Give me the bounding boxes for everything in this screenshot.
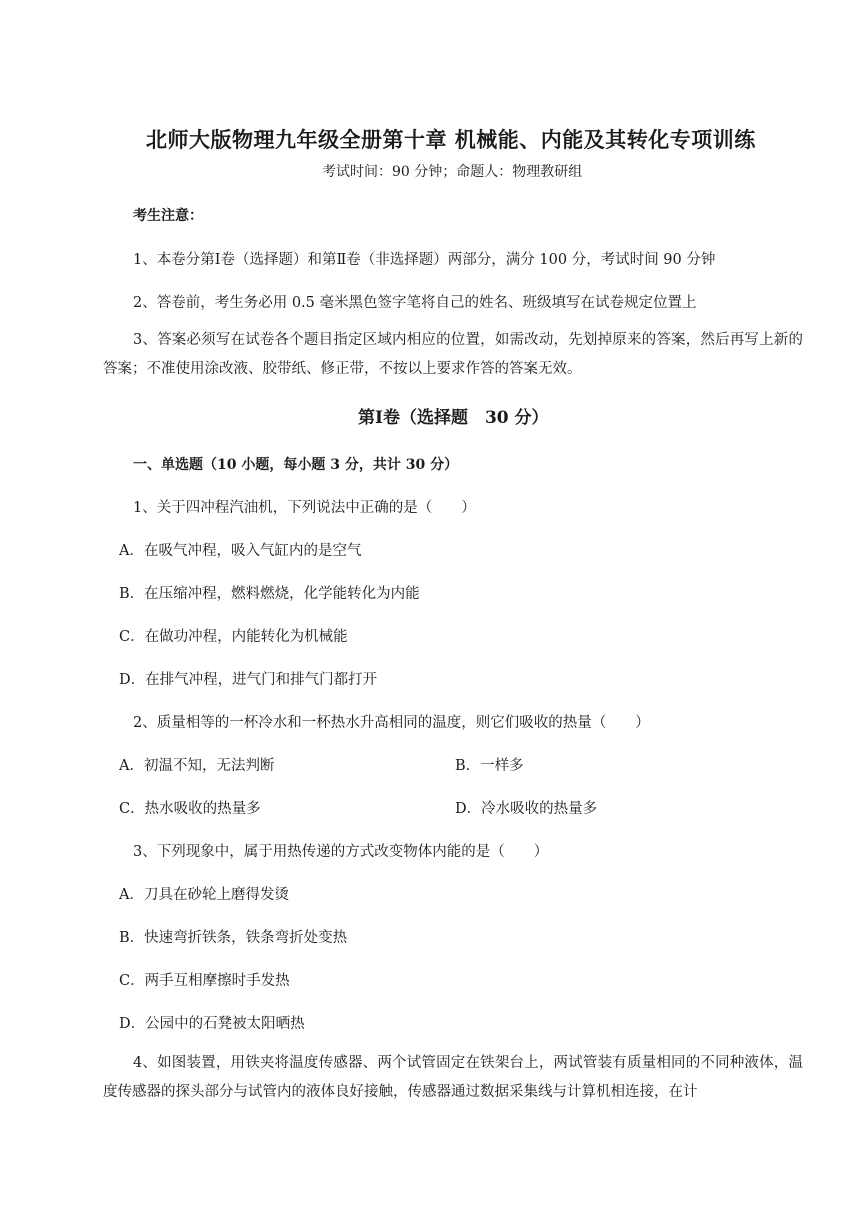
section-title: 第Ⅰ卷（选择题 30 分）: [358, 408, 549, 428]
question-2-option-c: C．热水吸收的热量多: [119, 801, 261, 817]
question-3-option-b: B．快速弯折铁条，铁条弯折处变热: [119, 930, 348, 946]
notice-heading: 考生注意：: [133, 208, 203, 224]
question-1-option-d: D．在排气冲程，进气门和排气门都打开: [119, 672, 378, 688]
question-3-stem: 3、下列现象中，属于用热传递的方式改变物体内能的是（ ）: [133, 844, 549, 860]
question-4-stem: 4、如图装置，用铁夹将温度传感器、两个试管固定在铁架台上，两试管装有质量相同的不同种液体，温度传感器的探头部分与试管内的液体良好接触，传感器通过数据采集线与计算机相连接，在计: [103, 1055, 803, 1100]
question-1-option-b: B．在压缩冲程，燃料燃烧，化学能转化为内能: [119, 586, 420, 602]
question-2-option-d: D．冷水吸收的热量多: [455, 801, 598, 817]
exam-info: 考试时间：90 分钟；命题人：物理教研组: [322, 164, 583, 180]
notice-item-1: 1、本卷分第Ⅰ卷（选择题）和第Ⅱ卷（非选择题）两部分，满分 100 分，考试时间 90 分钟: [133, 252, 716, 268]
notice-item-2: 2、答卷前，考生务必用 0.5 毫米黑色签字笔将自己的姓名、班级填写在试卷规定位置上: [133, 295, 697, 311]
question-3-option-a: A．刀具在砂轮上磨得发烫: [119, 887, 289, 903]
question-2-option-a: A．初温不知，无法判断: [119, 758, 275, 774]
question-1-stem: 1、关于四冲程汽油机，下列说法中正确的是（ ）: [133, 500, 476, 516]
question-3-option-d: D．公园中的石凳被太阳晒热: [119, 1016, 305, 1032]
part-heading: 一、单选题（10 小题，每小题 3 分，共计 30 分）: [133, 457, 459, 473]
question-1-option-a: A．在吸气冲程，吸入气缸内的是空气: [119, 543, 362, 559]
question-2-option-b: B．一样多: [455, 758, 524, 774]
page-title: 北师大版物理九年级全册第十章 机械能、内能及其转化专项训练: [146, 127, 756, 152]
question-2-stem: 2、质量相等的一杯冷水和一杯热水升高相同的温度，则它们吸收的热量（ ）: [133, 715, 650, 731]
question-1-option-c: C．在做功冲程，内能转化为机械能: [119, 629, 348, 645]
notice-item-3: 3、答案必须写在试卷各个题目指定区域内相应的位置，如需改动，先划掉原来的答案，然后再写上新的答案；不准使用涂改液、胶带纸、修正带，不按以上要求作答的答案无效。: [103, 332, 803, 377]
question-3-option-c: C．两手互相摩擦时手发热: [119, 973, 290, 989]
